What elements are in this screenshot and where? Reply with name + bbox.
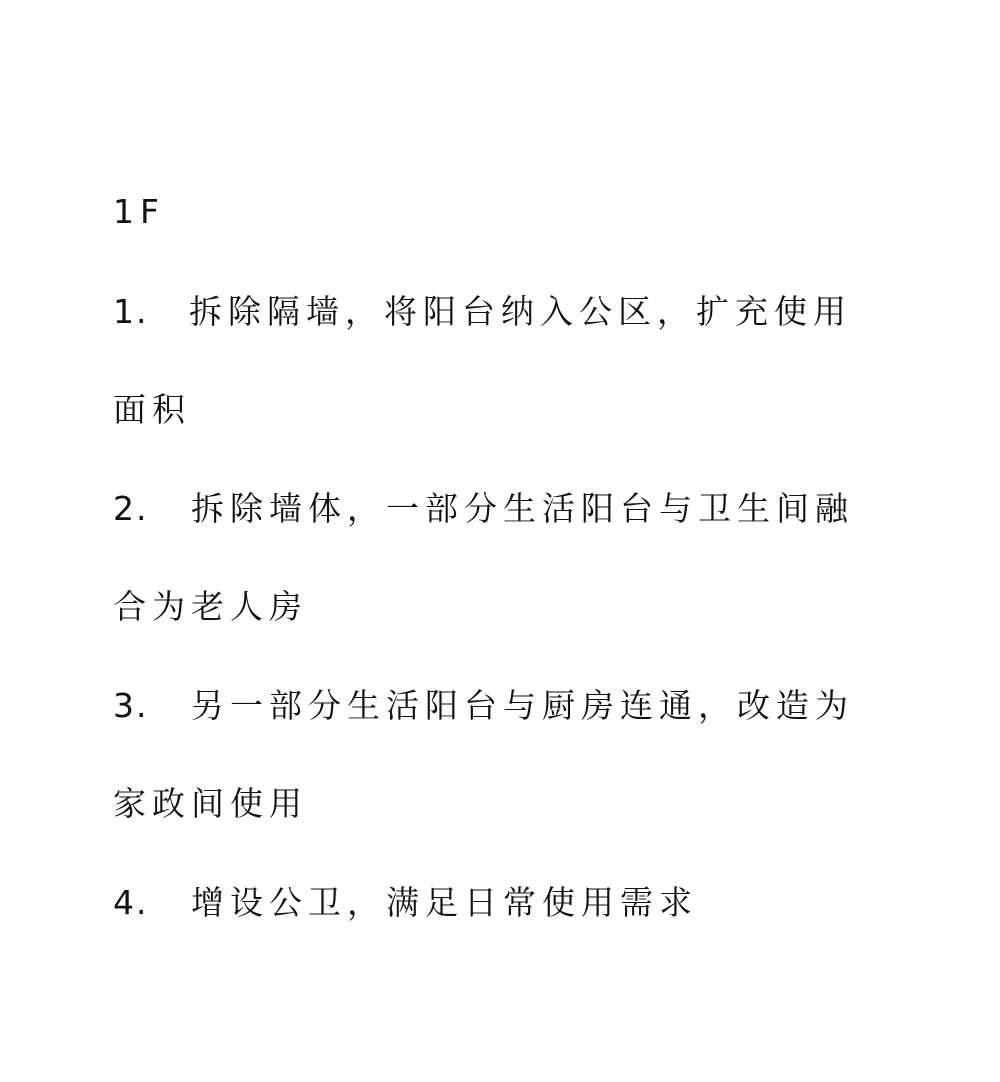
item-text-continuation: 家政间使用 — [113, 784, 308, 823]
item-text: 增设公卫，满足日常使用需求 — [191, 883, 698, 922]
item-text: 拆除墙体，一部分生活阳台与卫生间融 — [191, 489, 854, 528]
item-number: 3. — [113, 686, 149, 725]
item-text-continuation: 面积 — [113, 390, 191, 429]
item-number: 4. — [113, 883, 149, 922]
item-number: 2. — [113, 489, 149, 528]
list-item — [113, 681, 854, 731]
item-number: 1. — [113, 292, 149, 331]
list-item — [113, 287, 852, 337]
list-item — [113, 878, 698, 928]
item-text: 拆除隔墙，将阳台纳入公区，扩充使用 — [189, 292, 852, 331]
list-item — [113, 484, 854, 534]
item-text: 另一部分生活阳台与厨房连通，改造为 — [191, 686, 854, 725]
floor-label: 1F — [113, 192, 165, 231]
item-text-continuation: 合为老人房 — [113, 587, 308, 626]
